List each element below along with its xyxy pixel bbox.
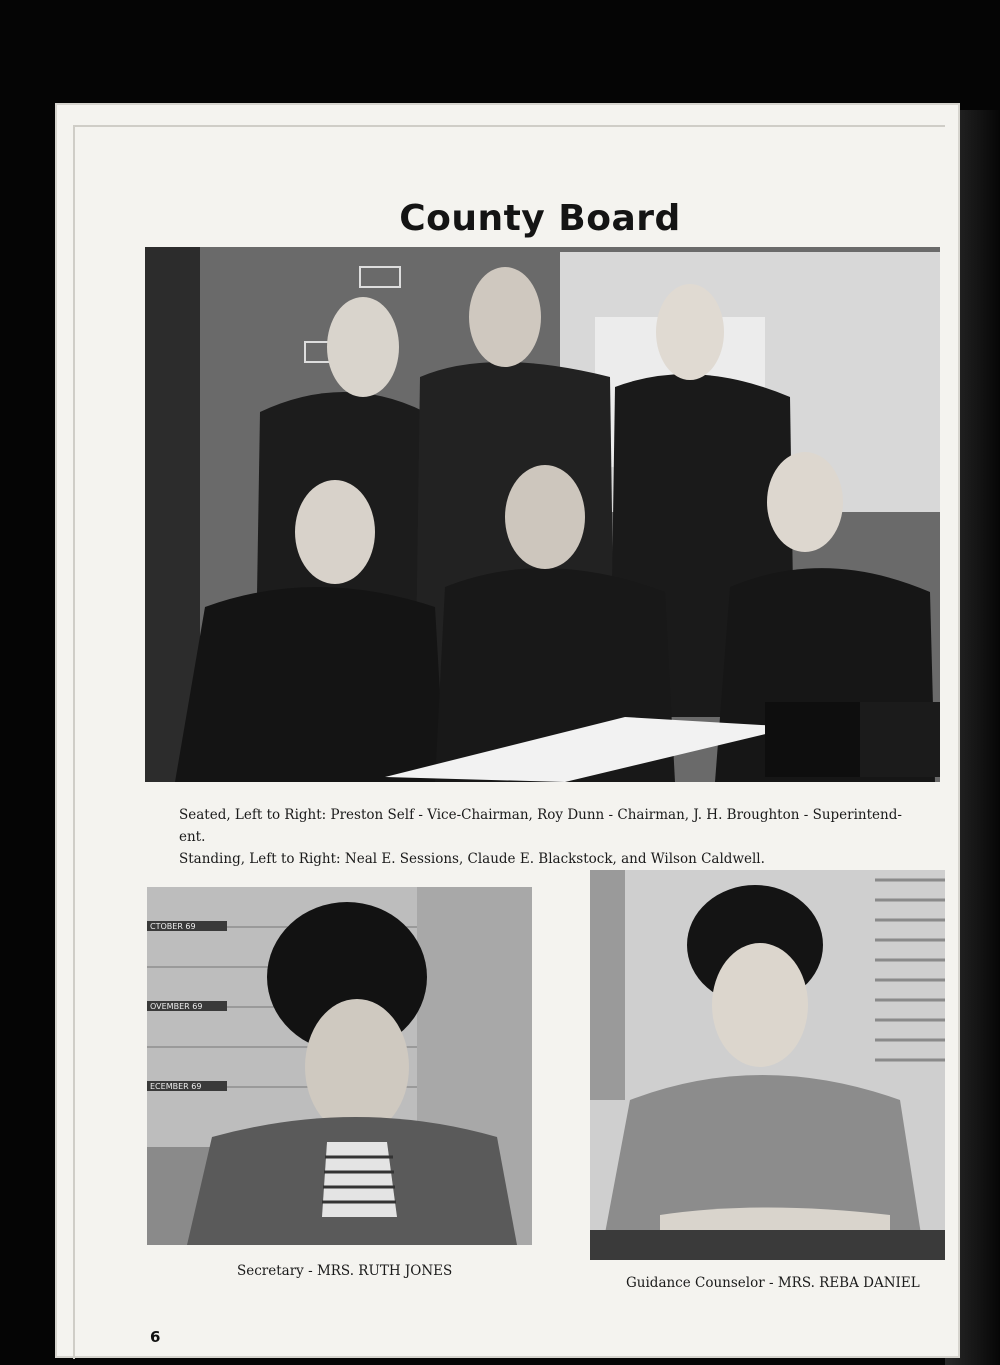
secretary-caption: Secretary - MRS. RUTH JONES	[237, 1263, 453, 1279]
counselor-photo-art	[590, 870, 945, 1260]
board-caption	[179, 804, 939, 870]
caption-seated: Seated, Left to Right: Preston Self - Vice-Chairman, Roy Dunn - Chairman, J. H. Broughton - Superintend-	[179, 807, 902, 823]
secretary-photo-art	[147, 887, 532, 1245]
caption-seated-cont: ent.	[179, 829, 206, 845]
counselor-photo	[590, 870, 945, 1260]
caption-standing: Standing, Left to Right: Neal E. Sessions, Claude E. Blackstock, and Wilson Caldwell.	[179, 851, 765, 867]
calendar-label-october: CTOBER 69	[150, 922, 196, 931]
counselor-caption: Guidance Counselor - MRS. REBA DANIEL	[626, 1275, 920, 1291]
secretary-photo	[147, 887, 532, 1245]
calendar-label-november: OVEMBER 69	[150, 1002, 203, 1011]
board-photo-art	[145, 247, 940, 782]
calendar-label-december: ECEMBER 69	[150, 1082, 202, 1091]
page-number: 6	[150, 1328, 161, 1346]
county-board-photo	[145, 247, 940, 782]
page-title: County Board	[399, 198, 681, 239]
